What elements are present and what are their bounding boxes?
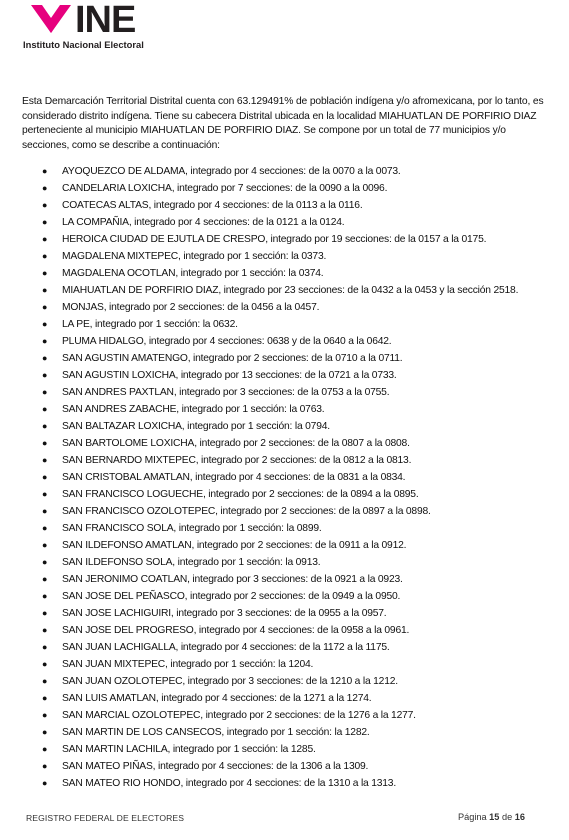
ine-logo <box>23 0 173 53</box>
municipio-name: SAN BALTAZAR LOXICHA <box>62 421 182 432</box>
municipio-name: SAN MATEO RIO HONDO <box>62 778 181 789</box>
bullet-icon: ● <box>42 183 48 193</box>
municipio-name: SAN JUAN MIXTEPEC <box>62 659 166 670</box>
bullet-icon: ● <box>42 217 48 227</box>
municipio-name: SAN MARTIN DE LOS CANSECOS <box>62 727 222 738</box>
bullet-icon: ● <box>42 574 48 584</box>
municipio-detail: , integrado por 1 sección: la 0913. <box>172 557 321 568</box>
bullet-icon: ● <box>42 370 48 380</box>
municipio-name: LA COMPAÑIA <box>62 217 129 228</box>
list-item <box>22 622 552 639</box>
bullet-icon: ● <box>42 761 48 771</box>
list-item <box>22 537 552 554</box>
list-item <box>22 758 552 775</box>
bullet-icon: ● <box>42 608 48 618</box>
municipio-name: SAN ANDRES ZABACHE <box>62 404 177 415</box>
municipio-detail: , integrado por 4 secciones: de la 0070 a la 0073. <box>185 166 401 177</box>
municipio-name: HEROICA CIUDAD DE EJUTLA DE CRESPO <box>62 234 266 245</box>
municipio-detail: , integrado por 2 secciones: de la 0897 a la 0898. <box>215 506 431 517</box>
bullet-icon: ● <box>42 387 48 397</box>
municipio-name: SAN JUAN LACHIGALLA <box>62 642 176 653</box>
list-item <box>22 707 552 724</box>
list-item <box>22 316 552 333</box>
bullet-icon: ● <box>42 727 48 737</box>
municipio-name: SAN JERONIMO COATLAN <box>62 574 188 585</box>
bullet-icon: ● <box>42 251 48 261</box>
bullet-icon: ● <box>42 710 48 720</box>
list-item <box>22 469 552 486</box>
bullet-icon: ● <box>42 285 48 295</box>
list-item <box>22 248 552 265</box>
bullet-icon: ● <box>42 676 48 686</box>
municipio-detail: , integrado por 2 secciones: de la 0894 a la 0895. <box>202 489 419 500</box>
bullet-icon: ● <box>42 353 48 363</box>
municipio-name: MAGDALENA OCOTLAN <box>62 268 176 279</box>
municipio-detail: , integrado por 1 sección: la 0373. <box>178 251 327 262</box>
municipio-name: MAGDALENA MIXTEPEC <box>62 251 178 262</box>
municipio-name: SAN MARCIAL OZOLOTEPEC <box>62 710 201 721</box>
municipio-name: CANDELARIA LOXICHA <box>62 183 172 194</box>
bullet-icon: ● <box>42 438 48 448</box>
municipio-list <box>22 163 552 792</box>
list-item <box>22 605 552 622</box>
bullet-icon: ● <box>42 200 48 210</box>
list-item <box>22 350 552 367</box>
municipio-detail: , integrado por 1 sección: la 0794. <box>181 421 330 432</box>
bullet-icon: ● <box>42 693 48 703</box>
municipio-detail: , integrado por 2 secciones: de la 1276 a la 1277. <box>200 710 416 721</box>
municipio-detail: , integrado por 4 secciones: de la 1310 a la 1313. <box>180 778 396 789</box>
municipio-name: SAN ILDEFONSO AMATLAN <box>62 540 192 551</box>
bullet-icon: ● <box>42 472 48 482</box>
bullet-icon: ● <box>42 234 48 244</box>
bullet-icon: ● <box>42 455 48 465</box>
municipio-detail: , integrado por 4 secciones: de la 0831 a la 0834. <box>189 472 406 483</box>
bullet-icon: ● <box>42 523 48 533</box>
municipio-detail: , integrado por 4 secciones: de la 1271 a la 1274. <box>155 693 372 704</box>
list-item <box>22 333 552 350</box>
municipio-name: COATECAS ALTAS <box>62 200 149 211</box>
municipio-detail: , integrado por 13 secciones: de la 0721 a la 0733. <box>175 370 397 381</box>
municipio-detail: , integrado por 7 secciones: de la 0090 a la 0096. <box>171 183 388 194</box>
bullet-icon: ● <box>42 506 48 516</box>
list-item <box>22 571 552 588</box>
municipio-detail: , integrado por 1 sección: la 0632. <box>89 319 238 330</box>
municipio-name: SAN BARTOLOME LOXICHA <box>62 438 195 449</box>
bullet-icon: ● <box>42 540 48 550</box>
list-item <box>22 367 552 384</box>
bullet-icon: ● <box>42 778 48 788</box>
municipio-detail: , integrado por 1 sección: la 1285. <box>167 744 316 755</box>
list-item <box>22 554 552 571</box>
bullet-icon: ● <box>42 268 48 278</box>
municipio-name: SAN MATEO PIÑAS <box>62 761 153 772</box>
list-item <box>22 520 552 537</box>
list-item <box>22 299 552 316</box>
list-item <box>22 724 552 741</box>
municipio-detail: , integrado por 2 secciones: de la 0911 a la 0912. <box>191 540 407 551</box>
page-total: 16 <box>514 812 525 822</box>
municipio-name: SAN JOSE LACHIGUIRI <box>62 608 171 619</box>
bullet-icon: ● <box>42 302 48 312</box>
list-item <box>22 690 552 707</box>
municipio-detail: , integrado por 2 secciones: de la 0710 a la 0711. <box>187 353 403 364</box>
bullet-icon: ● <box>42 557 48 567</box>
municipio-name: SAN ANDRES PAXTLAN <box>62 387 174 398</box>
list-item <box>22 282 552 299</box>
list-item <box>22 775 552 792</box>
bullet-icon: ● <box>42 421 48 431</box>
municipio-detail: , integrado por 1 sección: la 1282. <box>221 727 370 738</box>
page-label: Página <box>458 812 487 822</box>
list-item <box>22 486 552 503</box>
list-item <box>22 401 552 418</box>
municipio-detail: , integrado por 3 secciones: de la 1210 a la 1212. <box>182 676 398 687</box>
list-item <box>22 588 552 605</box>
municipio-name: SAN JUAN OZOLOTEPEC <box>62 676 183 687</box>
list-item <box>22 452 552 469</box>
bullet-icon: ● <box>42 489 48 499</box>
municipio-detail: , integrado por 2 secciones: de la 0456 a la 0457. <box>103 302 320 313</box>
list-item <box>22 418 552 435</box>
municipio-name: SAN BERNARDO MIXTEPEC <box>62 455 196 466</box>
municipio-name: SAN FRANCISCO OZOLOTEPEC <box>62 506 216 517</box>
list-item <box>22 197 552 214</box>
bullet-icon: ● <box>42 404 48 414</box>
municipio-detail: , integrado por 2 secciones: de la 0807 a la 0808. <box>194 438 410 449</box>
page-of: de <box>501 812 513 822</box>
municipio-detail: , integrado por 4 secciones: de la 1172 a la 1175. <box>175 642 390 653</box>
bullet-icon: ● <box>42 659 48 669</box>
list-item <box>22 656 552 673</box>
municipio-detail: , integrado por 2 secciones: de la 0812 a la 0813. <box>195 455 412 466</box>
municipio-detail: , integrado por 1 sección: la 1204. <box>165 659 314 670</box>
municipio-name: SAN JOSE DEL PEÑASCO <box>62 591 185 602</box>
municipio-detail: , integrado por 1 sección: la 0763. <box>176 404 325 415</box>
municipio-detail: , integrado por 4 secciones: de la 0958 a la 0961. <box>193 625 410 636</box>
page-number <box>458 812 525 822</box>
municipio-name: SAN JOSE DEL PROGRESO <box>62 625 194 636</box>
municipio-name: MIAHUATLAN DE PORFIRIO DIAZ <box>62 285 219 296</box>
institute-name: Instituto Nacional Electoral <box>23 39 144 50</box>
municipio-detail: , integrado por 3 secciones: de la 0753 a la 0755. <box>173 387 390 398</box>
list-item <box>22 214 552 231</box>
list-item <box>22 265 552 282</box>
municipio-detail: , integrado por 2 secciones: de la 0949 a la 0950. <box>184 591 401 602</box>
list-item <box>22 231 552 248</box>
municipio-detail: , integrado por 4 secciones: 0638 y de la 0640 a la 0642. <box>143 336 392 347</box>
municipio-name: MONJAS <box>62 302 104 313</box>
municipio-detail: , integrado por 1 sección: la 0899. <box>173 523 322 534</box>
municipio-detail: , integrado por 4 secciones: de la 0113 a la 0116. <box>148 200 363 211</box>
intro-paragraph: Esta Demarcación Territorial Distrital cuenta con 63.129491% de población indígena y/o afromexicana, por lo tanto, es considerado distrito indígena. Tiene su cabecera Distrital ubicada en la localidad MIAHUATLAN DE PORFIRIO DIAZ perteneciente al municipio MIAHUATLAN DE PORFIRIO DIAZ. Se compone por un total de 77 municipios y/o secciones, como se describe a continuación: <box>22 96 544 151</box>
bullet-icon: ● <box>42 744 48 754</box>
list-item <box>22 163 552 180</box>
municipio-name: SAN LUIS AMATLAN <box>62 693 156 704</box>
municipio-name: PLUMA HIDALGO <box>62 336 144 347</box>
logo-wordmark: INE <box>75 0 136 41</box>
list-item <box>22 503 552 520</box>
ine-logo-mark-icon <box>29 3 73 37</box>
list-item <box>22 384 552 401</box>
bullet-icon: ● <box>42 625 48 635</box>
municipio-name: SAN FRANCISCO LOGUECHE <box>62 489 203 500</box>
list-item <box>22 741 552 758</box>
list-item <box>22 673 552 690</box>
footer-registry: REGISTRO FEDERAL DE ELECTORES <box>26 813 185 823</box>
page-current: 15 <box>489 812 500 822</box>
list-item <box>22 435 552 452</box>
bullet-icon: ● <box>42 591 48 601</box>
municipio-detail: , integrado por 4 secciones: de la 0121 a la 0124. <box>128 217 345 228</box>
bullet-icon: ● <box>42 336 48 346</box>
bullet-icon: ● <box>42 319 48 329</box>
municipio-name: SAN CRISTOBAL AMATLAN <box>62 472 190 483</box>
municipio-name: SAN MARTIN LACHILA <box>62 744 168 755</box>
municipio-name: SAN AGUSTIN LOXICHA <box>62 370 176 381</box>
municipio-detail: , integrado por 3 secciones: de la 0921 a la 0923. <box>187 574 403 585</box>
list-item <box>22 639 552 656</box>
municipio-detail: , integrado por 1 sección: la 0374. <box>175 268 324 279</box>
municipio-name: LA PE <box>62 319 90 330</box>
bullet-icon: ● <box>42 166 48 176</box>
municipio-detail: , integrado por 23 secciones: de la 0432 a la 0453 y la sección 2518. <box>218 285 519 296</box>
municipio-name: SAN FRANCISCO SOLA <box>62 523 174 534</box>
list-item <box>22 180 552 197</box>
municipio-name: AYOQUEZCO DE ALDAMA <box>62 166 186 177</box>
municipio-detail: , integrado por 4 secciones: de la 1306 a la 1309. <box>152 761 369 772</box>
bullet-icon: ● <box>42 642 48 652</box>
municipio-detail: , integrado por 3 secciones: de la 0955 a la 0957. <box>170 608 387 619</box>
municipio-name: SAN AGUSTIN AMATENGO <box>62 353 188 364</box>
municipio-detail: , integrado por 19 secciones: de la 0157 a la 0175. <box>265 234 487 245</box>
municipio-name: SAN ILDEFONSO SOLA <box>62 557 173 568</box>
